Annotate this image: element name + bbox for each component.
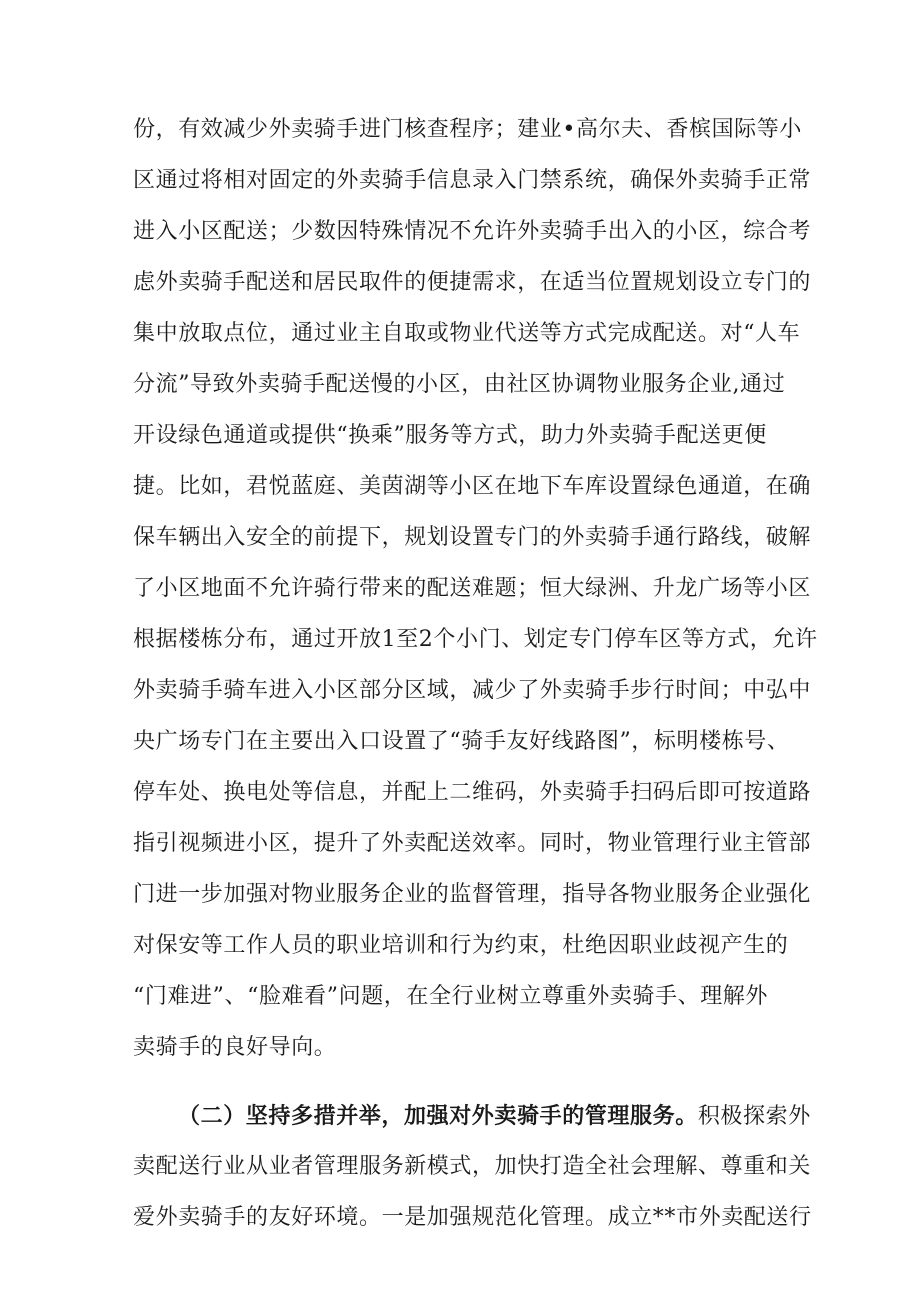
- paragraph-line: 捷。比如，君悦蓝庭、美茵湖等小区在地下车库设置绿色通道，在确: [133, 474, 812, 499]
- paragraph-line: 爱外卖骑手的友好环境。一是加强规范化管理。成立**市外卖配送行: [133, 1205, 812, 1230]
- paragraph-line: 开设绿色通道或提供“换乘”服务等方式，助力外卖骑手配送更便: [133, 423, 767, 448]
- section-heading-line: [178, 1093, 811, 1139]
- paragraph-line: 集中放取点位，通过业主自取或物业代送等方式完成配送。对“人车: [133, 321, 801, 346]
- paragraph-line: 指引视频进小区，提升了外卖配送效率。同时，物业管理行业主管部: [133, 831, 812, 856]
- paragraph-line: 央广场专门在主要出入口设置了“骑手友好线路图”，标明楼栋号、: [133, 729, 790, 754]
- paragraph-line: 门进一步加强对物业服务企业的监督管理，指导各物业服务企业强化: [133, 882, 812, 907]
- paragraph-line: 虑外卖骑手配送和居民取件的便捷需求，在适当位置规划设立专门的: [133, 270, 812, 295]
- paragraph-line: 卖骑手的良好导向。: [133, 1035, 337, 1060]
- paragraph-line: “门难进”、“脸难看”问题，在全行业树立尊重外卖骑手、理解外: [133, 984, 768, 1009]
- paragraph-line: 进入小区配送；少数因特殊情况不允许外卖骑手出入的小区，综合考: [133, 219, 812, 244]
- paragraph-line: 分流”导致外卖骑手配送慢的小区，由社区协调物业服务企业,通过: [133, 372, 786, 397]
- paragraph-line: 了小区地面不允许骑行带来的配送难题；恒大绿洲、升龙广场等小区: [133, 576, 812, 601]
- paragraph-line-rest: 积极探索外: [697, 1104, 811, 1129]
- paragraph-line: 根据楼栋分布，通过开放1至2个小门、划定专门停车区等方式，允许: [133, 627, 818, 652]
- section-heading: （二）坚持多措并举，加强对外卖骑手的管理服务。: [178, 1103, 698, 1129]
- paragraph-line: 外卖骑手骑车进入小区部分区域，减少了外卖骑手步行时间；中弘中: [133, 678, 812, 703]
- paragraph-line: 区通过将相对固定的外卖骑手信息录入门禁系统，确保外卖骑手正常: [133, 168, 812, 193]
- paragraph-line: 保车辆出入安全的前提下，规划设置专门的外卖骑手通行路线，破解: [133, 525, 812, 550]
- paragraph-line: 停车处、换电处等信息，并配上二维码，外卖骑手扫码后即可按道路: [133, 780, 812, 805]
- paragraph-line: 对保安等工作人员的职业培训和行为约束，杜绝因职业歧视产生的: [133, 933, 789, 958]
- paragraph-line: 卖配送行业从业者管理服务新模式，加快打造全社会理解、尊重和关: [133, 1154, 812, 1179]
- paragraph-line: 份，有效减少外卖骑手进门核查程序；建业•高尔夫、香槟国际等小: [133, 117, 802, 142]
